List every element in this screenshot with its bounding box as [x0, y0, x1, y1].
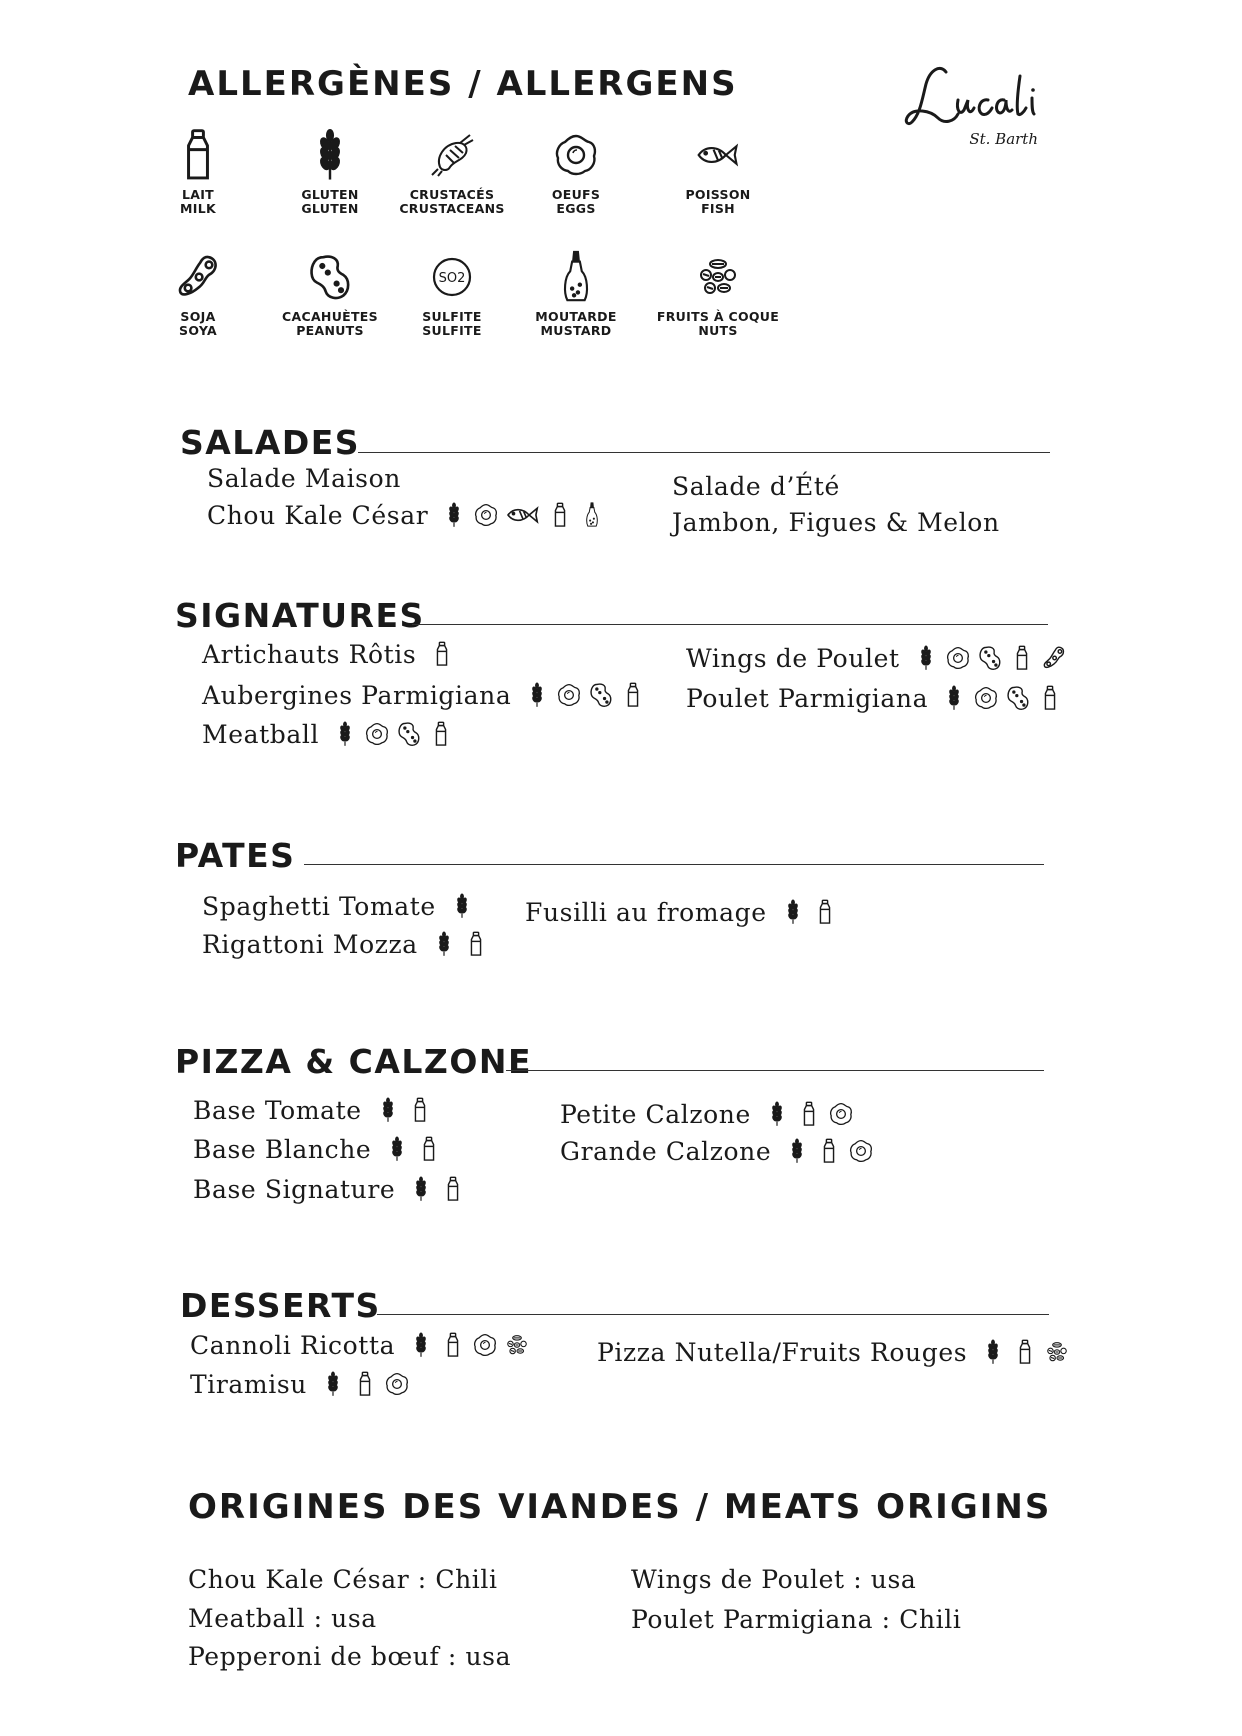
menu-item	[193, 1093, 440, 1127]
menu-item-name: Rigattoni Mozza	[202, 929, 418, 959]
milk-bottle-icon	[176, 128, 220, 182]
menu-item-name: Tiramisu	[190, 1369, 307, 1399]
menu-item	[597, 1335, 1077, 1369]
peanut-icon	[397, 721, 421, 747]
nuts-icon	[505, 1332, 529, 1358]
wheat-icon	[308, 128, 352, 182]
milk-icon	[353, 1371, 377, 1397]
egg-icon	[557, 682, 581, 708]
legend-item-milk	[123, 128, 273, 216]
milk-icon	[813, 899, 837, 925]
fish-icon	[506, 502, 540, 528]
menu-item	[560, 1097, 861, 1131]
egg-icon	[946, 645, 970, 671]
milk-icon	[1038, 685, 1062, 711]
egg-icon	[829, 1101, 853, 1127]
legend-label: MOUTARDE MUSTARD	[535, 309, 617, 338]
section-divider	[506, 1070, 1044, 1071]
wheat-icon	[525, 682, 549, 708]
menu-item-name: Spaghetti Tomate	[202, 891, 436, 921]
shrimp-icon	[430, 128, 474, 182]
milk-icon	[417, 1136, 441, 1162]
egg-icon	[554, 128, 598, 182]
svg-text:SO2: SO2	[438, 271, 466, 286]
milk-icon	[430, 641, 454, 667]
peanut-icon	[589, 682, 613, 708]
legend-label: GLUTEN GLUTEN	[301, 187, 359, 216]
wheat-icon	[914, 645, 938, 671]
origin-item: Wings de Poulet : usa	[631, 1565, 917, 1594]
wheat-icon	[333, 721, 357, 747]
nuts-icon	[1045, 1339, 1069, 1365]
egg-icon	[365, 721, 389, 747]
milk-icon	[1013, 1339, 1037, 1365]
egg-icon	[385, 1371, 409, 1397]
legend-label: SULFITE SULFITE	[422, 309, 482, 338]
menu-item	[193, 1132, 449, 1166]
origin-item: Poulet Parmigiana : Chili	[631, 1605, 962, 1634]
wheat-icon	[442, 502, 466, 528]
peanut-icon	[1006, 685, 1030, 711]
wheat-icon	[781, 899, 805, 925]
section-title-pates: PATES	[175, 836, 296, 875]
section-title-signatures: SIGNATURES	[175, 596, 425, 635]
milk-icon	[441, 1332, 465, 1358]
legend-label: CACAHUÈTES PEANUTS	[282, 309, 378, 338]
milk-icon	[817, 1138, 841, 1164]
menu-item-name: Chou Kale César	[207, 500, 429, 530]
wheat-icon	[942, 685, 966, 711]
milk-icon	[408, 1097, 432, 1123]
menu-item	[560, 1134, 881, 1168]
legend-label: LAIT MILK	[180, 187, 216, 216]
menu-item-name: Base Blanche	[193, 1134, 372, 1164]
menu-item	[686, 641, 1074, 675]
menu-item	[202, 637, 462, 671]
section-divider	[377, 1314, 1049, 1315]
origin-item: Chou Kale César : Chili	[188, 1565, 498, 1594]
wheat-icon	[321, 1371, 345, 1397]
soy-icon	[1042, 645, 1066, 671]
egg-icon	[473, 1332, 497, 1358]
menu-item	[202, 717, 461, 751]
milk-icon	[429, 721, 453, 747]
menu-item-name: Jambon, Figues & Melon	[672, 507, 1000, 537]
egg-icon	[474, 502, 498, 528]
menu-item-name: Meatball	[202, 719, 320, 749]
milk-icon	[797, 1101, 821, 1127]
allergens-title: ALLERGÈNES / ALLERGENS	[188, 64, 738, 104]
legend-label: FRUITS À COQUE NUTS	[656, 309, 780, 338]
section-divider	[304, 864, 1044, 865]
legend-item-fish	[643, 128, 793, 216]
section-divider	[358, 452, 1050, 453]
wheat-icon	[409, 1332, 433, 1358]
wheat-icon	[376, 1097, 400, 1123]
origin-item: Meatball : usa	[188, 1604, 377, 1633]
menu-item-name: Wings de Poulet	[686, 643, 900, 673]
legend-item-mustard	[501, 250, 651, 338]
menu-item	[202, 889, 482, 923]
mustard-icon	[554, 250, 598, 304]
sulfite-icon	[430, 250, 474, 304]
menu-item-name: Fusilli au fromage	[525, 897, 767, 927]
wheat-icon	[785, 1138, 809, 1164]
nuts-icon	[696, 250, 740, 304]
legend-label: SOJA SOYA	[179, 309, 217, 338]
menu-item-name: Aubergines Parmigiana	[202, 680, 512, 710]
legend-label: OEUFS EGGS	[551, 187, 601, 216]
menu-item	[672, 469, 854, 503]
wheat-icon	[409, 1176, 433, 1202]
soy-icon	[176, 250, 220, 304]
section-title-pizza: PIZZA & CALZONE	[175, 1042, 533, 1081]
menu-item	[202, 927, 496, 961]
legend-item-soy	[123, 250, 273, 338]
wheat-icon	[981, 1339, 1005, 1365]
menu-item	[193, 1172, 473, 1206]
section-title-desserts: DESSERTS	[180, 1286, 381, 1325]
milk-icon	[621, 682, 645, 708]
milk-icon	[441, 1176, 465, 1202]
legend-label: CRUSTACÉS CRUSTACEANS	[399, 187, 505, 216]
egg-icon	[974, 685, 998, 711]
menu-item-name: Pizza Nutella/Fruits Rouges	[597, 1337, 968, 1367]
menu-item-name: Artichauts Rôtis	[202, 639, 417, 669]
milk-icon	[464, 931, 488, 957]
menu-item-name: Petite Calzone	[560, 1099, 751, 1129]
milk-icon	[1010, 645, 1034, 671]
legend-item-egg	[501, 128, 651, 216]
menu-item	[686, 681, 1070, 715]
section-divider	[412, 624, 1048, 625]
legend-item-nuts	[643, 250, 793, 338]
menu-item	[525, 895, 845, 929]
origin-item: Pepperoni de bœuf : usa	[188, 1642, 512, 1671]
menu-item-name: Grande Calzone	[560, 1136, 772, 1166]
menu-item	[207, 461, 415, 495]
menu-item-name: Salade d’Été	[672, 471, 840, 501]
milk-icon	[548, 502, 572, 528]
legend-label: POISSON FISH	[685, 187, 751, 216]
origins-title: ORIGINES DES VIANDES / MEATS ORIGINS	[188, 1487, 1052, 1527]
menu-item	[190, 1367, 417, 1401]
wheat-icon	[385, 1136, 409, 1162]
menu-item	[202, 678, 653, 712]
lucali-logo	[900, 62, 1050, 162]
peanut-icon	[978, 645, 1002, 671]
wheat-icon	[432, 931, 456, 957]
section-title-salades: SALADES	[180, 423, 361, 462]
menu-item-name: Poulet Parmigiana	[686, 683, 929, 713]
peanut-icon	[308, 250, 352, 304]
menu-item-name: Salade Maison	[207, 463, 401, 493]
egg-icon	[849, 1138, 873, 1164]
fish-icon	[696, 128, 740, 182]
menu-item	[190, 1328, 537, 1362]
wheat-icon	[450, 893, 474, 919]
wheat-icon	[765, 1101, 789, 1127]
menu-item	[207, 498, 612, 532]
mustard-icon	[580, 502, 604, 528]
logo-subtitle: St. Barth	[969, 130, 1038, 148]
menu-item-name: Base Signature	[193, 1174, 396, 1204]
menu-item	[672, 505, 1014, 539]
menu-item-name: Base Tomate	[193, 1095, 362, 1125]
menu-item-name: Cannoli Ricotta	[190, 1330, 396, 1360]
